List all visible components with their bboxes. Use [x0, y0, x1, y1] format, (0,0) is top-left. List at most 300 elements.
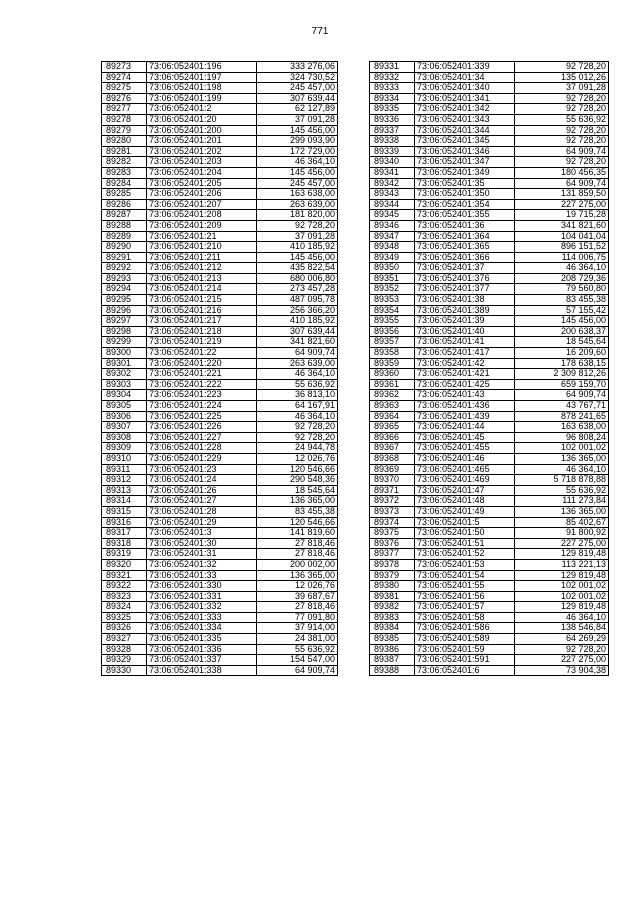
cadastral-number-cell: 73:06:052401:54 — [415, 570, 515, 581]
value-cell: 131 859,50 — [515, 189, 609, 200]
value-cell: 129 819,48 — [515, 549, 609, 560]
row-number-cell: 89318 — [102, 538, 147, 549]
table-row — [102, 602, 338, 613]
cadastral-number-cell: 73:06:052401:586 — [415, 623, 515, 634]
table-row — [370, 295, 609, 306]
row-number-cell: 89325 — [102, 612, 147, 623]
table-row — [370, 231, 609, 242]
table-row — [102, 83, 338, 94]
value-cell: 46 364,10 — [257, 411, 338, 422]
value-cell: 39 687,67 — [257, 591, 338, 602]
cadastral-number-cell: 73:06:052401:204 — [147, 167, 257, 178]
cadastral-number-cell: 73:06:052401:31 — [147, 549, 257, 560]
table-row — [102, 549, 338, 560]
value-cell: 24 381,00 — [257, 634, 338, 645]
cadastral-number-cell: 73:06:052401:36 — [415, 220, 515, 231]
value-cell: 410 185,92 — [257, 242, 338, 253]
row-number-cell: 89355 — [370, 316, 415, 327]
cadastral-number-cell: 73:06:052401:346 — [415, 146, 515, 157]
row-number-cell: 89282 — [102, 157, 147, 168]
value-cell: 290 548,36 — [257, 475, 338, 486]
row-number-cell: 89368 — [370, 453, 415, 464]
row-number-cell: 89338 — [370, 136, 415, 147]
value-cell: 92 728,20 — [257, 422, 338, 433]
table-row — [370, 581, 609, 592]
table-row — [370, 464, 609, 475]
row-number-cell: 89350 — [370, 263, 415, 274]
cadastral-number-cell: 73:06:052401:50 — [415, 528, 515, 539]
row-number-cell: 89317 — [102, 528, 147, 539]
table-row — [370, 570, 609, 581]
data-table-left — [101, 61, 338, 676]
row-number-cell: 89346 — [370, 220, 415, 231]
row-number-cell: 89366 — [370, 432, 415, 443]
table-row — [102, 432, 338, 443]
table-row — [102, 411, 338, 422]
value-cell: 141 819,60 — [257, 528, 338, 539]
value-cell: 659 159,70 — [515, 379, 609, 390]
cadastral-number-cell: 73:06:052401:220 — [147, 358, 257, 369]
cadastral-number-cell: 73:06:052401:211 — [147, 252, 257, 263]
cadastral-number-cell: 73:06:052401:465 — [415, 464, 515, 475]
row-number-cell: 89381 — [370, 591, 415, 602]
value-cell: 37 914,00 — [257, 623, 338, 634]
cadastral-number-cell: 73:06:052401:41 — [415, 337, 515, 348]
table-row — [102, 178, 338, 189]
cadastral-number-cell: 73:06:052401:56 — [415, 591, 515, 602]
table-row — [102, 273, 338, 284]
value-cell: 46 364,10 — [515, 464, 609, 475]
table-row — [102, 242, 338, 253]
row-number-cell: 89301 — [102, 358, 147, 369]
table-row — [102, 591, 338, 602]
cadastral-number-cell: 73:06:052401:439 — [415, 411, 515, 422]
row-number-cell: 89376 — [370, 538, 415, 549]
cadastral-number-cell: 73:06:052401:216 — [147, 305, 257, 316]
value-cell: 129 819,48 — [515, 602, 609, 613]
value-cell: 136 365,00 — [257, 570, 338, 581]
value-cell: 307 639,44 — [257, 93, 338, 104]
table-row — [102, 443, 338, 454]
table-row — [370, 273, 609, 284]
value-cell: 55 636,92 — [257, 379, 338, 390]
value-cell: 46 364,10 — [515, 612, 609, 623]
table-row — [370, 379, 609, 390]
row-number-cell: 89319 — [102, 549, 147, 560]
cadastral-number-cell: 73:06:052401:40 — [415, 326, 515, 337]
value-cell: 333 276,06 — [257, 62, 338, 73]
cadastral-number-cell: 73:06:052401:389 — [415, 305, 515, 316]
cadastral-number-cell: 73:06:052401:44 — [415, 422, 515, 433]
row-number-cell: 89298 — [102, 326, 147, 337]
value-cell: 145 456,00 — [515, 316, 609, 327]
table-row — [102, 390, 338, 401]
table-row — [102, 570, 338, 581]
cadastral-number-cell: 73:06:052401:365 — [415, 242, 515, 253]
table-row — [102, 189, 338, 200]
page-number: 771 — [311, 26, 329, 37]
table-row — [102, 199, 338, 210]
row-number-cell: 89313 — [102, 485, 147, 496]
row-number-cell: 89347 — [370, 231, 415, 242]
cadastral-number-cell: 73:06:052401:208 — [147, 210, 257, 221]
value-cell: 92 728,20 — [515, 644, 609, 655]
value-cell: 16 209,60 — [515, 348, 609, 359]
table-row — [370, 401, 609, 412]
table-row — [370, 496, 609, 507]
table-row — [370, 104, 609, 115]
table-row — [370, 136, 609, 147]
row-number-cell: 89363 — [370, 401, 415, 412]
value-cell: 299 093,90 — [257, 136, 338, 147]
cadastral-number-cell: 73:06:052401:46 — [415, 453, 515, 464]
value-cell: 180 456,35 — [515, 167, 609, 178]
table-row — [102, 559, 338, 570]
value-cell: 92 728,20 — [515, 125, 609, 136]
value-cell: 263 639,00 — [257, 358, 338, 369]
table-row — [102, 348, 338, 359]
table-row — [370, 422, 609, 433]
row-number-cell: 89280 — [102, 136, 147, 147]
value-cell: 178 638,15 — [515, 358, 609, 369]
row-number-cell: 89380 — [370, 581, 415, 592]
row-number-cell: 89311 — [102, 464, 147, 475]
cadastral-number-cell: 73:06:052401:196 — [147, 62, 257, 73]
cadastral-number-cell: 73:06:052401:35 — [415, 178, 515, 189]
table-row — [102, 634, 338, 645]
value-cell: 91 800,92 — [515, 528, 609, 539]
table-row — [102, 644, 338, 655]
table-row — [370, 432, 609, 443]
row-number-cell: 89382 — [370, 602, 415, 613]
cadastral-number-cell: 73:06:052401:222 — [147, 379, 257, 390]
row-number-cell: 89367 — [370, 443, 415, 454]
value-cell: 12 026,76 — [257, 453, 338, 464]
value-cell: 37 091,28 — [257, 114, 338, 125]
row-number-cell: 89371 — [370, 485, 415, 496]
cadastral-number-cell: 73:06:052401:48 — [415, 496, 515, 507]
value-cell: 145 456,00 — [257, 167, 338, 178]
table-row — [370, 665, 609, 676]
row-number-cell: 89341 — [370, 167, 415, 178]
value-cell: 37 091,28 — [515, 83, 609, 94]
table-row — [370, 475, 609, 486]
cadastral-number-cell: 73:06:052401:24 — [147, 475, 257, 486]
row-number-cell: 89281 — [102, 146, 147, 157]
cadastral-number-cell: 73:06:052401:377 — [415, 284, 515, 295]
value-cell: 200 638,37 — [515, 326, 609, 337]
table-row — [102, 337, 338, 348]
row-number-cell: 89286 — [102, 199, 147, 210]
row-number-cell: 89343 — [370, 189, 415, 200]
cadastral-number-cell: 73:06:052401:455 — [415, 443, 515, 454]
row-number-cell: 89276 — [102, 93, 147, 104]
table-row — [102, 623, 338, 634]
value-cell: 92 728,20 — [257, 220, 338, 231]
row-number-cell: 89364 — [370, 411, 415, 422]
row-number-cell: 89335 — [370, 104, 415, 115]
row-number-cell: 89323 — [102, 591, 147, 602]
cadastral-number-cell: 73:06:052401:226 — [147, 422, 257, 433]
row-number-cell: 89357 — [370, 337, 415, 348]
table-row — [370, 602, 609, 613]
cadastral-number-cell: 73:06:052401:343 — [415, 114, 515, 125]
cadastral-number-cell: 73:06:052401:203 — [147, 157, 257, 168]
cadastral-number-cell: 73:06:052401:215 — [147, 295, 257, 306]
value-cell: 62 127,89 — [257, 104, 338, 115]
row-number-cell: 89378 — [370, 559, 415, 570]
row-number-cell: 89310 — [102, 453, 147, 464]
row-number-cell: 89309 — [102, 443, 147, 454]
value-cell: 46 364,10 — [515, 263, 609, 274]
value-cell: 64 909,74 — [257, 348, 338, 359]
table-row — [370, 612, 609, 623]
row-number-cell: 89297 — [102, 316, 147, 327]
value-cell: 27 818,46 — [257, 549, 338, 560]
table-row — [370, 538, 609, 549]
cadastral-number-cell: 73:06:052401:591 — [415, 655, 515, 666]
value-cell: 96 808,24 — [515, 432, 609, 443]
row-number-cell: 89373 — [370, 506, 415, 517]
cadastral-number-cell: 73:06:052401:209 — [147, 220, 257, 231]
cadastral-number-cell: 73:06:052401:45 — [415, 432, 515, 443]
table-row — [370, 83, 609, 94]
table-row — [102, 125, 338, 136]
value-cell: 307 639,44 — [257, 326, 338, 337]
cadastral-number-cell: 73:06:052401:22 — [147, 348, 257, 359]
cadastral-number-cell: 73:06:052401:331 — [147, 591, 257, 602]
row-number-cell: 89308 — [102, 432, 147, 443]
cadastral-number-cell: 73:06:052401:26 — [147, 485, 257, 496]
value-cell: 83 455,38 — [515, 295, 609, 306]
cadastral-number-cell: 73:06:052401:227 — [147, 432, 257, 443]
cadastral-number-cell: 73:06:052401:43 — [415, 390, 515, 401]
value-cell: 163 638,00 — [515, 422, 609, 433]
row-number-cell: 89312 — [102, 475, 147, 486]
table-row — [370, 644, 609, 655]
value-cell: 12 026,76 — [257, 581, 338, 592]
cadastral-number-cell: 73:06:052401:20 — [147, 114, 257, 125]
table-row — [370, 167, 609, 178]
value-cell: 92 728,20 — [515, 104, 609, 115]
cadastral-number-cell: 73:06:052401:210 — [147, 242, 257, 253]
table-row — [370, 72, 609, 83]
cadastral-number-cell: 73:06:052401:334 — [147, 623, 257, 634]
cadastral-number-cell: 73:06:052401:224 — [147, 401, 257, 412]
cadastral-number-cell: 73:06:052401:354 — [415, 199, 515, 210]
cadastral-number-cell: 73:06:052401:421 — [415, 369, 515, 380]
row-number-cell: 89304 — [102, 390, 147, 401]
cadastral-number-cell: 73:06:052401:28 — [147, 506, 257, 517]
row-number-cell: 89278 — [102, 114, 147, 125]
cadastral-number-cell: 73:06:052401:332 — [147, 602, 257, 613]
table-row — [102, 379, 338, 390]
row-number-cell: 89354 — [370, 305, 415, 316]
cadastral-number-cell: 73:06:052401:218 — [147, 326, 257, 337]
value-cell: 102 001,02 — [515, 443, 609, 454]
table-row — [102, 517, 338, 528]
table-row — [370, 528, 609, 539]
row-number-cell: 89352 — [370, 284, 415, 295]
cadastral-number-cell: 73:06:052401:37 — [415, 263, 515, 274]
row-number-cell: 89299 — [102, 337, 147, 348]
cadastral-number-cell: 73:06:052401:425 — [415, 379, 515, 390]
table-row — [102, 358, 338, 369]
table-row — [102, 326, 338, 337]
value-cell: 896 151,52 — [515, 242, 609, 253]
value-cell: 256 366,20 — [257, 305, 338, 316]
value-cell: 24 944,78 — [257, 443, 338, 454]
value-cell: 129 819,48 — [515, 570, 609, 581]
row-number-cell: 89315 — [102, 506, 147, 517]
value-cell: 263 639,00 — [257, 199, 338, 210]
cadastral-number-cell: 73:06:052401:355 — [415, 210, 515, 221]
table-row — [370, 655, 609, 666]
table-row — [370, 220, 609, 231]
row-number-cell: 89275 — [102, 83, 147, 94]
table-row — [102, 496, 338, 507]
row-number-cell: 89327 — [102, 634, 147, 645]
table-row — [102, 422, 338, 433]
table-row — [102, 485, 338, 496]
value-cell: 200 002,00 — [257, 559, 338, 570]
cadastral-number-cell: 73:06:052401:376 — [415, 273, 515, 284]
cadastral-number-cell: 73:06:052401:207 — [147, 199, 257, 210]
cadastral-number-cell: 73:06:052401:330 — [147, 581, 257, 592]
table-row — [102, 655, 338, 666]
row-number-cell: 89288 — [102, 220, 147, 231]
value-cell: 273 457,28 — [257, 284, 338, 295]
value-cell: 208 729,36 — [515, 273, 609, 284]
row-number-cell: 89336 — [370, 114, 415, 125]
cadastral-number-cell: 73:06:052401:47 — [415, 485, 515, 496]
cadastral-number-cell: 73:06:052401:49 — [415, 506, 515, 517]
value-cell: 92 728,20 — [257, 432, 338, 443]
value-cell: 46 364,10 — [257, 157, 338, 168]
row-number-cell: 89333 — [370, 83, 415, 94]
table-row — [102, 305, 338, 316]
value-cell: 18 545,64 — [257, 485, 338, 496]
cadastral-number-cell: 73:06:052401:2 — [147, 104, 257, 115]
row-number-cell: 89329 — [102, 655, 147, 666]
cadastral-number-cell: 73:06:052401:212 — [147, 263, 257, 274]
cadastral-number-cell: 73:06:052401:339 — [415, 62, 515, 73]
value-cell: 37 091,28 — [257, 231, 338, 242]
table-row — [102, 114, 338, 125]
table-row — [102, 665, 338, 676]
cadastral-number-cell: 73:06:052401:338 — [147, 665, 257, 676]
value-cell: 145 456,00 — [257, 125, 338, 136]
row-number-cell: 89273 — [102, 62, 147, 73]
cadastral-number-cell: 73:06:052401:349 — [415, 167, 515, 178]
value-cell: 43 767,71 — [515, 401, 609, 412]
value-cell: 19 715,28 — [515, 210, 609, 221]
table-row — [102, 581, 338, 592]
cadastral-number-cell: 73:06:052401:202 — [147, 146, 257, 157]
cadastral-number-cell: 73:06:052401:223 — [147, 390, 257, 401]
row-number-cell: 89340 — [370, 157, 415, 168]
value-cell: 227 275,00 — [515, 655, 609, 666]
value-cell: 136 365,00 — [515, 453, 609, 464]
value-cell: 341 821,60 — [515, 220, 609, 231]
row-number-cell: 89349 — [370, 252, 415, 263]
row-number-cell: 89372 — [370, 496, 415, 507]
row-number-cell: 89277 — [102, 104, 147, 115]
row-number-cell: 89307 — [102, 422, 147, 433]
row-number-cell: 89320 — [102, 559, 147, 570]
value-cell: 85 402,67 — [515, 517, 609, 528]
value-cell: 145 456,00 — [257, 252, 338, 263]
value-cell: 120 546,66 — [257, 517, 338, 528]
row-number-cell: 89369 — [370, 464, 415, 475]
value-cell: 92 728,20 — [515, 93, 609, 104]
cadastral-number-cell: 73:06:052401:52 — [415, 549, 515, 560]
cadastral-number-cell: 73:06:052401:6 — [415, 665, 515, 676]
cadastral-number-cell: 73:06:052401:350 — [415, 189, 515, 200]
table-row — [102, 167, 338, 178]
cadastral-number-cell: 73:06:052401:42 — [415, 358, 515, 369]
row-number-cell: 89345 — [370, 210, 415, 221]
cadastral-number-cell: 73:06:052401:38 — [415, 295, 515, 306]
row-number-cell: 89296 — [102, 305, 147, 316]
table-row — [370, 284, 609, 295]
table-row — [102, 157, 338, 168]
table-row — [370, 369, 609, 380]
value-cell: 64 909,74 — [515, 178, 609, 189]
table-row — [370, 337, 609, 348]
row-number-cell: 89365 — [370, 422, 415, 433]
cadastral-number-cell: 73:06:052401:364 — [415, 231, 515, 242]
row-number-cell: 89361 — [370, 379, 415, 390]
row-number-cell: 89377 — [370, 549, 415, 560]
table-row — [102, 295, 338, 306]
row-number-cell: 89322 — [102, 581, 147, 592]
table-row — [370, 189, 609, 200]
cadastral-number-cell: 73:06:052401:51 — [415, 538, 515, 549]
table-row — [370, 485, 609, 496]
value-cell: 64 909,74 — [257, 665, 338, 676]
row-number-cell: 89348 — [370, 242, 415, 253]
value-cell: 227 275,00 — [515, 199, 609, 210]
cadastral-number-cell: 73:06:052401:30 — [147, 538, 257, 549]
cadastral-number-cell: 73:06:052401:33 — [147, 570, 257, 581]
value-cell: 245 457,00 — [257, 178, 338, 189]
table-row — [370, 62, 609, 73]
row-number-cell: 89339 — [370, 146, 415, 157]
cadastral-number-cell: 73:06:052401:59 — [415, 644, 515, 655]
table-row — [102, 231, 338, 242]
cadastral-number-cell: 73:06:052401:229 — [147, 453, 257, 464]
table-row — [102, 104, 338, 115]
table-row — [102, 453, 338, 464]
cadastral-number-cell: 73:06:052401:366 — [415, 252, 515, 263]
row-number-cell: 89360 — [370, 369, 415, 380]
table-row — [370, 114, 609, 125]
value-cell: 57 155,42 — [515, 305, 609, 316]
table-row — [370, 411, 609, 422]
row-number-cell: 89302 — [102, 369, 147, 380]
cadastral-number-cell: 73:06:052401:57 — [415, 602, 515, 613]
value-cell: 64 167,91 — [257, 401, 338, 412]
cadastral-number-cell: 73:06:052401:469 — [415, 475, 515, 486]
row-number-cell: 89342 — [370, 178, 415, 189]
value-cell: 878 241,65 — [515, 411, 609, 422]
row-number-cell: 89290 — [102, 242, 147, 253]
table-row — [370, 146, 609, 157]
cadastral-number-cell: 73:06:052401:201 — [147, 136, 257, 147]
row-number-cell: 89294 — [102, 284, 147, 295]
row-number-cell: 89334 — [370, 93, 415, 104]
